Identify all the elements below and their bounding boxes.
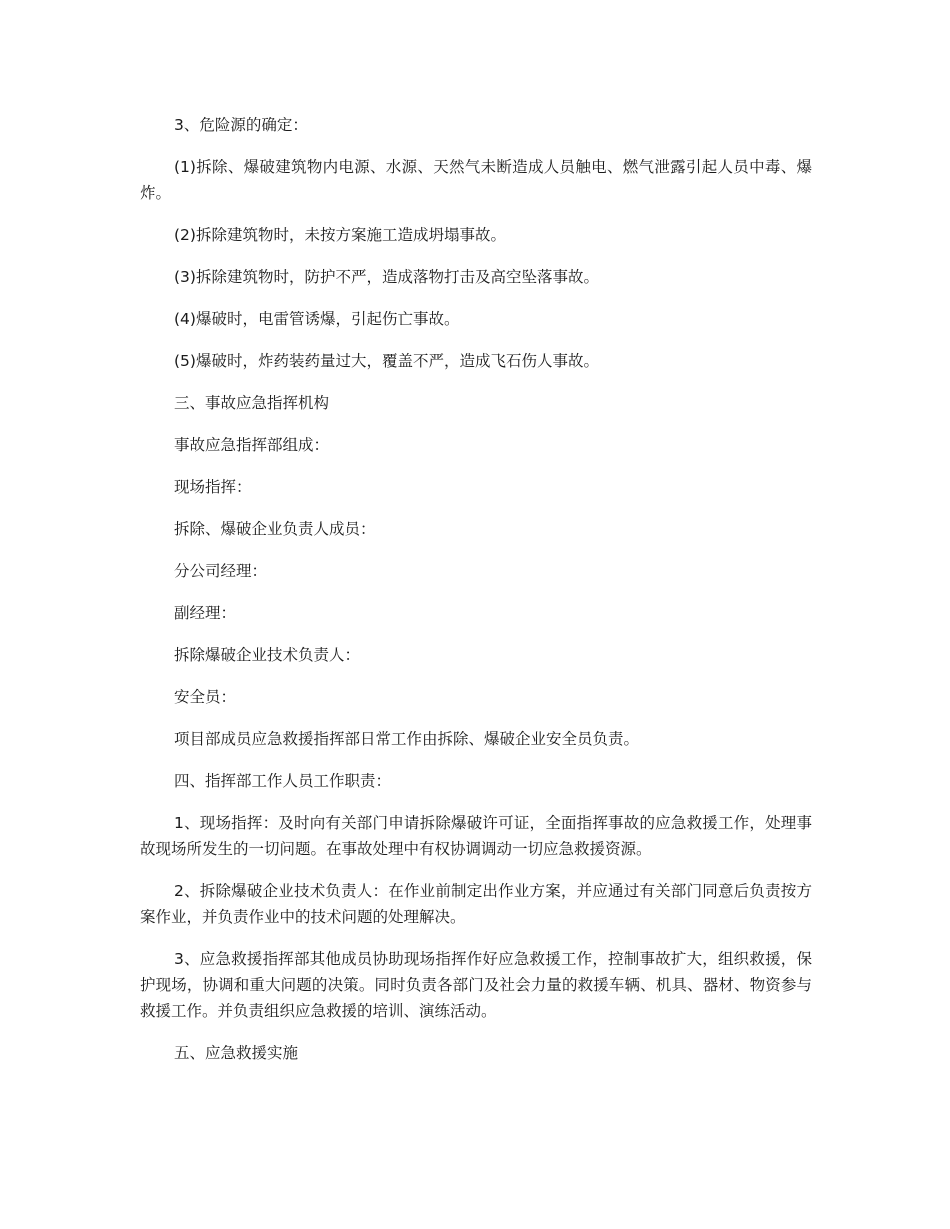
document-body	[140, 112, 812, 1082]
hazard-item-1: (1)拆除、爆破建筑物内电源、水源、天然气未断造成人员触电、燃气泄露引起人员中毒、爆炸。	[140, 158, 812, 202]
hazard-item-5: (5)爆破时，炸药装药量过大，覆盖不严，造成飞石伤人事故。	[174, 352, 599, 370]
role-safety-officer: 安全员：	[174, 688, 237, 706]
role-deputy-manager: 副经理：	[174, 604, 237, 622]
command-composition-label: 事故应急指挥部组成：	[174, 436, 330, 454]
section-heading-rescue-implementation: 五、应急救援实施	[174, 1044, 299, 1062]
role-technical-lead: 拆除爆破企业技术负责人：	[174, 646, 361, 664]
hazard-item-2: (2)拆除建筑物时，未按方案施工造成坍塌事故。	[174, 226, 506, 244]
section-heading-duties: 四、指挥部工作人员工作职责：	[174, 772, 392, 790]
hazard-item-4: (4)爆破时，电雷管诱爆，引起伤亡事故。	[174, 310, 460, 328]
duty-technical-lead: 2、拆除爆破企业技术负责人：在作业前制定出作业方案，并应通过有关部门同意后负责按方案作业，并负责作业中的技术问题的处理解决。	[140, 882, 812, 926]
role-enterprise-leader-members: 拆除、爆破企业负责人成员：	[174, 520, 376, 538]
duty-site-commander: 1、现场指挥：及时向有关部门申请拆除爆破许可证，全面指挥事故的应急救援工作，处理事故现场所发生的一切问题。在事故处理中有权协调调动一切应急救援资源。	[140, 814, 812, 858]
duty-other-members: 3、应急救援指挥部其他成员协助现场指挥作好应急救援工作，控制事故扩大，组织救援，保护现场，协调和重大问题的决策。同时负责各部门及社会力量的救援车辆、机具、器材、物资参与救援工作。并负责组织应急救援的培训、演练活动。	[140, 950, 812, 1020]
role-branch-manager: 分公司经理：	[174, 562, 268, 580]
daily-work-note: 项目部成员应急救援指挥部日常工作由拆除、爆破企业安全员负责。	[174, 730, 640, 748]
section-heading-hazard-identification: 3、危险源的确定：	[174, 116, 308, 134]
section-heading-command-structure: 三、事故应急指挥机构	[174, 394, 330, 412]
role-site-commander: 现场指挥：	[174, 478, 252, 496]
hazard-item-3: (3)拆除建筑物时，防护不严，造成落物打击及高空坠落事故。	[174, 268, 599, 286]
